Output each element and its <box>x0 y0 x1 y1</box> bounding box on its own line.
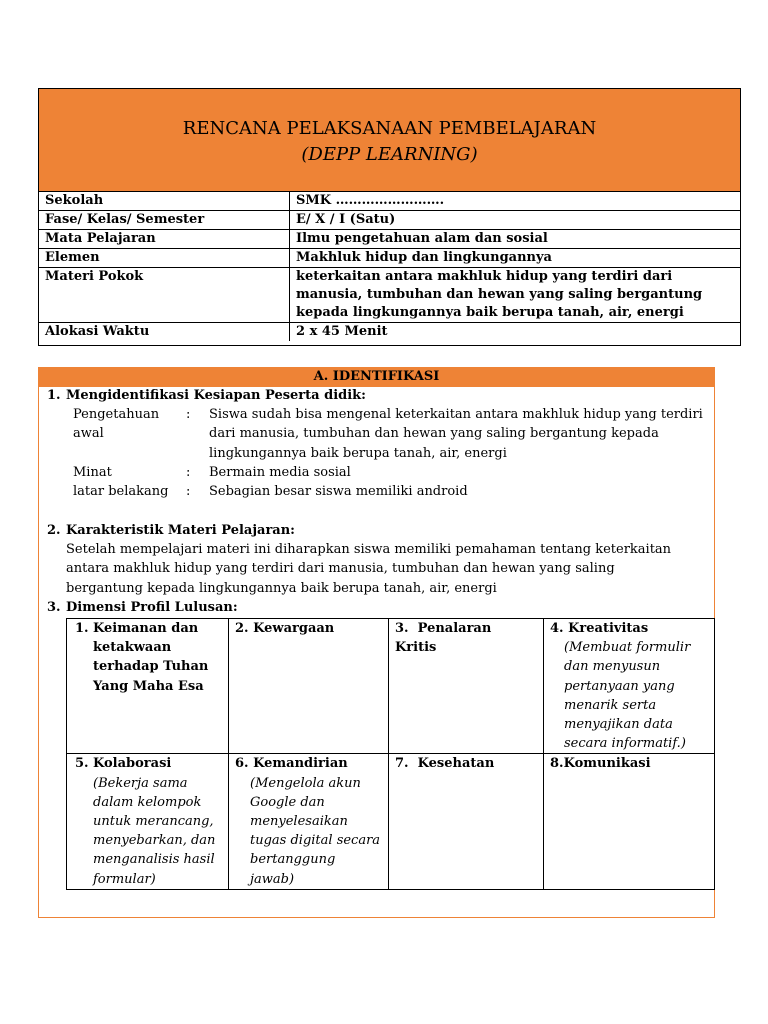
profile-cell-kewargaan <box>229 619 389 754</box>
profile-cell-komunikasi <box>544 754 715 890</box>
colon: : <box>186 407 191 422</box>
section-title-text: Mengidentifikasi Kesiapan Peserta didik: <box>66 388 366 403</box>
section-number: 2. <box>47 523 61 538</box>
section-title-text: Dimensi Profil Lulusan: <box>66 600 238 615</box>
interest-label: Minat <box>73 465 112 480</box>
info-label: Materi Pokok <box>39 268 290 323</box>
interest-value: Bermain media sosial <box>209 465 351 480</box>
section-1-title <box>47 386 366 405</box>
section-3-title <box>47 598 238 617</box>
profile-description: (Bekerja sama dalam kelompok untuk merancang, menyebarkan, dan menganalisis hasil formular) <box>93 775 216 887</box>
readiness-label-line: awal <box>73 426 104 442</box>
profile-number: 3. <box>395 621 409 636</box>
header-box <box>38 88 741 346</box>
profile-title: Kesehatan <box>417 756 495 772</box>
profile-number: 6. <box>235 756 249 772</box>
profile-cell-penalaran <box>389 619 544 754</box>
profile-title: Komunikasi <box>563 756 651 772</box>
profile-row <box>67 619 715 754</box>
profile-cell-kolaborasi <box>67 754 229 890</box>
identifikasi-heading: A. IDENTIFIKASI <box>39 367 714 387</box>
info-value: 2 x 45 Menit <box>290 323 741 342</box>
profile-title: Kewargaan <box>253 621 335 636</box>
profile-description: (Mengelola akun Google dan menyelesaikan tugas digital secara bertanggung jawab) <box>250 775 381 887</box>
profile-title: Kemandirian <box>253 756 348 772</box>
document-subtitle: (DEPP LEARNING) <box>301 144 478 165</box>
info-row <box>39 211 740 230</box>
profile-cell-keimanan <box>67 619 229 754</box>
profile-cell-kesehatan <box>389 754 544 890</box>
title-banner <box>39 89 740 192</box>
profile-title: Keimanan dan ketakwaan terhadap Tuhan Yang Maha Esa <box>93 621 209 694</box>
info-label: Fase/ Kelas/ Semester <box>39 211 290 230</box>
profile-title: Penalaran Kritis <box>395 621 492 656</box>
profile-number: 7. <box>395 756 409 772</box>
section-title-text: Karakteristik Materi Pelajaran: <box>66 523 295 538</box>
readiness-label-line: Pengetahuan <box>73 407 160 422</box>
profile-number: 2. <box>235 621 249 636</box>
info-row <box>39 192 740 211</box>
colon: : <box>186 484 191 499</box>
profile-number: 5. <box>75 756 89 772</box>
info-label: Mata Pelajaran <box>39 230 290 249</box>
info-row <box>39 249 740 268</box>
info-label: Elemen <box>39 249 290 268</box>
info-row <box>39 323 740 342</box>
profile-table <box>66 618 715 890</box>
profile-title: Kreativitas <box>568 621 649 636</box>
info-row <box>39 268 740 323</box>
info-value: Ilmu pengetahuan alam dan sosial <box>290 230 741 249</box>
background-label: latar belakang <box>73 484 169 499</box>
section-number: 3. <box>47 600 61 615</box>
profile-number: 1. <box>75 621 89 636</box>
profile-description: (Membuat formulir dan menyusun pertanyaan yang menarik serta menyajikan data secara informatif.) <box>564 640 691 752</box>
info-row <box>39 230 740 249</box>
info-label: Sekolah <box>39 192 290 211</box>
profile-number: 8. <box>550 756 564 772</box>
readiness-label <box>73 405 159 444</box>
info-table <box>39 192 740 341</box>
profile-cell-kemandirian <box>229 754 389 890</box>
section-2-body: Setelah mempelajari materi ini diharapkan siswa memiliki pemahaman tentang keterkaitan antara makhluk hidup yang terdiri dari manusia, tumbuhan dan hewan yang saling bergantung kepada lingkungannya baik berupa tanah, air, energi <box>66 542 672 596</box>
info-value: SMK ……………………. <box>290 192 741 211</box>
profile-cell-kreativitas <box>544 619 715 754</box>
info-value: E/ X / I (Satu) <box>290 211 741 230</box>
section-2-title <box>47 521 295 540</box>
info-value: keterkaitan antara makhluk hidup yang terdiri dari manusia, tumbuhan dan hewan yang saling bergantung kepada lingkungannya baik berupa tanah, air, energi <box>290 268 741 323</box>
profile-row <box>67 754 715 890</box>
section-number: 1. <box>47 388 61 403</box>
profile-title: Kolaborasi <box>93 756 172 772</box>
document-title: RENCANA PELAKSANAAN PEMBELAJARAN <box>182 118 597 139</box>
colon: : <box>186 465 191 480</box>
readiness-value: Siswa sudah bisa mengenal keterkaitan antara makhluk hidup yang terdiri dari manusia, tumbuhan dan hewan yang saling bergantung kepada lingkungannya baik berupa tanah, air, energi <box>209 407 703 461</box>
info-label: Alokasi Waktu <box>39 323 290 342</box>
profile-number: 4. <box>550 621 564 636</box>
info-value: Makhluk hidup dan lingkungannya <box>290 249 741 268</box>
background-value: Sebagian besar siswa memiliki android <box>209 484 468 499</box>
